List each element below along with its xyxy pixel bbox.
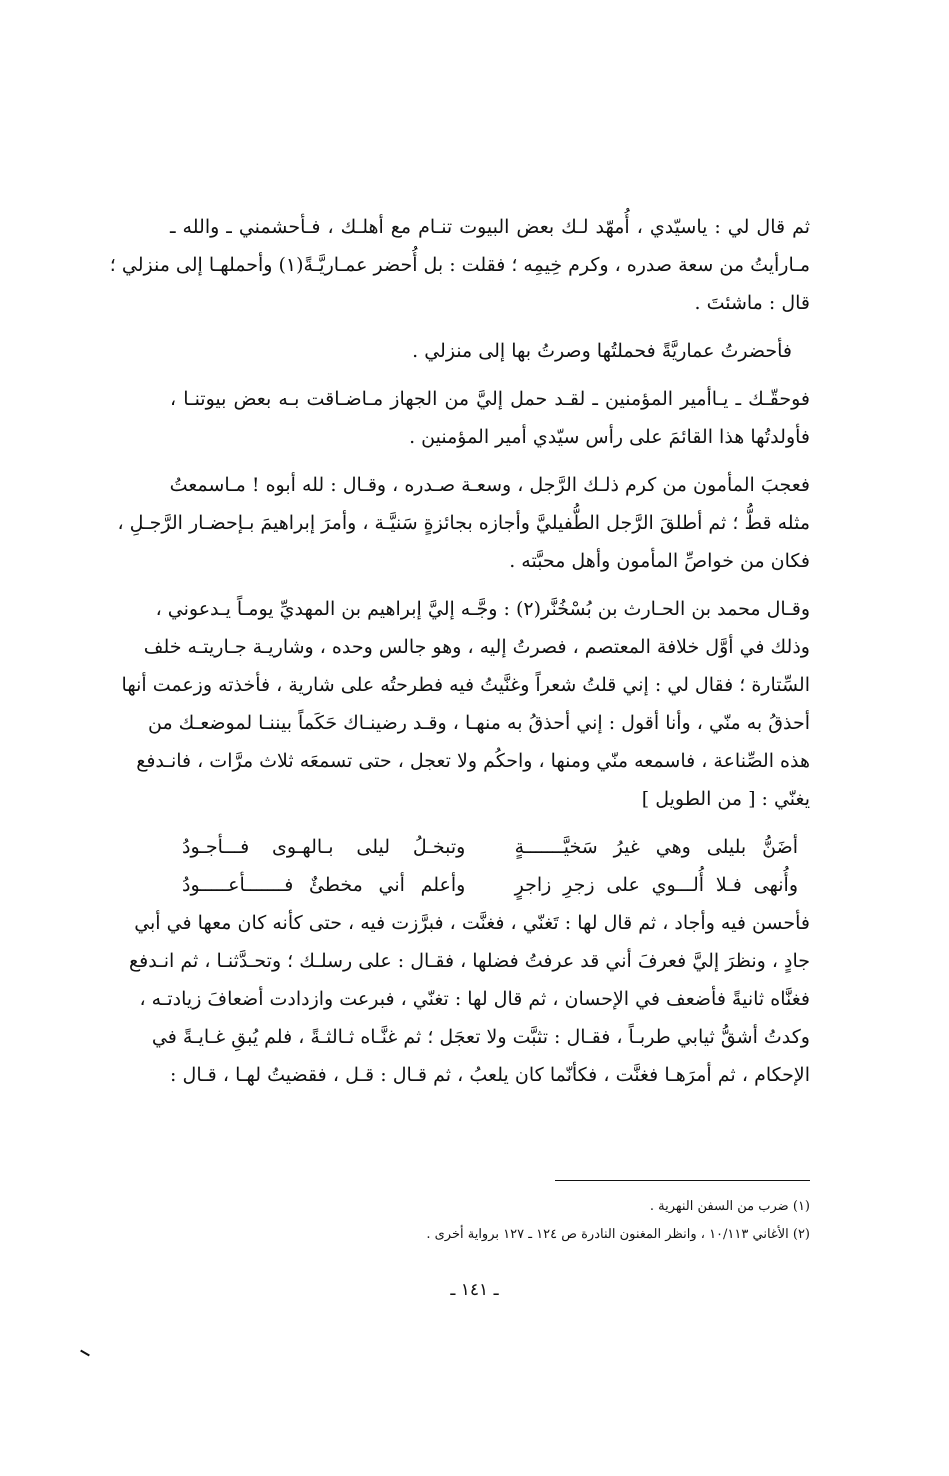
text-line: وقـال محمد بن الحـارث بن بُسْخُنَّر(٢) : وجَّـه إليَّ إبراهيم بن المهديِّ يومـاً يـدعوني ، bbox=[155, 598, 810, 620]
text-line: وكدتُ أشقُّ ثيابي طربـاً ، فقـال : تثبَّت ولا تعجَل ؛ ثم غنَّـاه ثـالثـةً ، فلم يُبقِ غـايـةً في bbox=[151, 1026, 810, 1048]
footnote-separator bbox=[555, 1180, 810, 1181]
text-line: جادٍ ، ونظرَ إليَّ فعرفَ أني قد عرفتُ فضلها ، فقـال : على رسلـك ؛ وتحـدَّثنـا ، ثم انـدفع bbox=[129, 950, 810, 972]
text-line: السِّتارة ؛ فقال لي : إني قلتُ شعراً وغنَّيتُ فيه فطرحتُه على شارية ، فأخذته وزعمت أنها bbox=[121, 674, 810, 696]
paragraph-1 bbox=[109, 208, 810, 322]
verse-first-hemistich: وأُنهى فـلا أُلـــوي على زجرِ زاجرٍ bbox=[514, 874, 798, 896]
paragraph-4 bbox=[117, 466, 810, 580]
verse-second-hemistich: وأعلم أني مخطئٌ فـــــــأعـــــودُ bbox=[182, 874, 466, 896]
paragraph-3 bbox=[170, 380, 810, 456]
verse-line bbox=[182, 828, 798, 866]
main-text bbox=[109, 208, 810, 1094]
page-number: ـ ١٤١ ـ bbox=[450, 1280, 499, 1300]
text-line: الإحكام ، ثم أمرَهـا فغنَّت ، فكأنّما كان يلعبُ ، ثم قـال : قـل ، فقضيتُ لهـا ، قـال : bbox=[170, 1064, 810, 1086]
text-line: هذه الصِّناعة ، فاسمعه منّي ومنها ، واحكُم ولا تعجل ، حتى تسمعَه ثلاث مرَّات ، فانـدفع bbox=[136, 750, 810, 772]
text-line: قال : ماشئتَ . bbox=[694, 292, 810, 314]
text-line: مثله قطُّ ؛ ثم أطلقَ الرَّجل الطُّفيليَّ وأجازه بجائزةٍ سَنيَّـة ، وأمرَ إبراهيمَ بـإحضـار الرَّجـلِ ، bbox=[117, 512, 810, 534]
text-line: فعجبَ المأمون من كرم ذلـك الرَّجل ، وسعـة صـدره ، وقـال : لله أبوه ! مـاسمعتُ bbox=[169, 474, 810, 496]
text-line: فأحسن فيه وأجاد ، ثم قال لها : تَغنّي ، فغنَّت ، فبرَّزت فيه ، حتى كأنه كان معها في أبي bbox=[134, 912, 810, 934]
footnote-1: (١) ضرب من السفن النهرية . bbox=[649, 1199, 810, 1214]
text-line: يغنّي : [ من الطويل ] bbox=[641, 788, 810, 810]
footnotes bbox=[170, 1193, 810, 1249]
text-line: فأولدتُها هذا القائمَ على رأس سيّدي أمير المؤمنين . bbox=[409, 426, 810, 448]
text-line: أحذقُ به منّي ، وأنا أقول : إني أحذقُ به منهـا ، وقـد رضينـاك حَكَماً بيننـا لموضعـك من bbox=[147, 712, 810, 734]
verse-second-hemistich: وتبخـلُ ليلى بـالهـوى فـــأجـودُ bbox=[182, 836, 466, 858]
text-line: مـارأيتُ من سعة صدره ، وكرم خِيمِه ؛ فقلت : بل أُحضر عمـاريَّـةً(١) وأحملهـا إلى منزلي ؛ bbox=[109, 254, 810, 276]
text-line: وذلك في أوَّل خلافة المعتصم ، فصرتُ إليه ، وهو جالس وحده ، وشاريـة جـاريتـه خلف bbox=[143, 636, 810, 658]
verse-first-hemistich: أضَنُّ بليلى وهي غيرُ سَخيَّـــــــةٍ bbox=[514, 836, 798, 858]
text-line: فغنَّاه ثانيةً فأضعف في الإحسان ، ثم قال لها : تغنّي ، فبرعت وازدادت أضعافَ زيادتـه ، bbox=[139, 988, 810, 1010]
text-line: فوحقّـك ـ يـاأمير المؤمنين ـ لقـد حمل إليَّ من الجهاز مـاضـاقت بـه بعض بيوتنـا ، bbox=[170, 388, 810, 410]
paragraph-2 bbox=[170, 332, 810, 370]
verse-line bbox=[182, 866, 798, 904]
paragraph-6 bbox=[129, 904, 810, 1094]
text-line: فكان من خواصِّ المأمون وأهل محبَّته . bbox=[509, 550, 810, 572]
scan-mark bbox=[80, 1350, 90, 1357]
text-line: فأحضرتُ عماريَّةً فحملتُها وصرتُ بها إلى منزلي . bbox=[412, 340, 792, 362]
poem-verses bbox=[170, 828, 810, 904]
paragraph-5 bbox=[121, 590, 810, 818]
text-line: ثم قال لي : ياسيّدي ، أُمهّد لـك بعض البيوت تنـام مع أهلـك ، فـأحشمني ـ والله ـ bbox=[170, 216, 810, 238]
footnote-2: (٢) الأغاني ١٠/١١٣ ، وانظر المغنون النادرة ص ١٢٤ ـ ١٢٧ برواية أخرى . bbox=[426, 1227, 810, 1242]
